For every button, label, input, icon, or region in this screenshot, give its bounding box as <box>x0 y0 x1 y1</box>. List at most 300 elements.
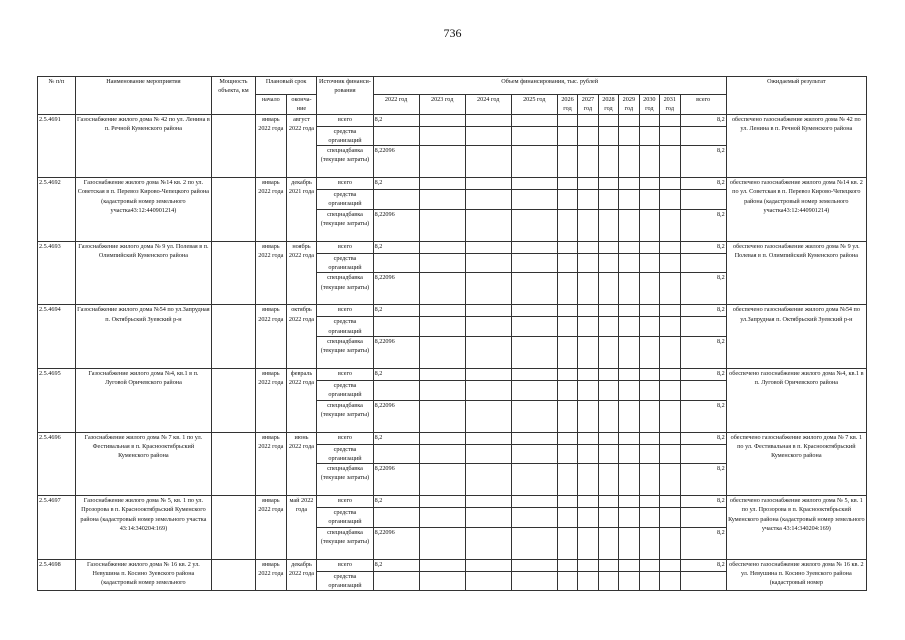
value-year <box>578 444 598 464</box>
value-year <box>660 380 680 400</box>
value-year <box>511 444 557 464</box>
value-year <box>578 114 598 126</box>
expected-result: обеспечено газоснабжение жилого дома № 9 ул. Полевая в п. Олимпийский Куменского района <box>726 241 866 305</box>
value-year <box>465 253 511 273</box>
header-term: Плановый срок <box>255 77 316 95</box>
header-name: Наименование мероприятия <box>75 77 211 115</box>
value-year <box>419 336 465 368</box>
value-year <box>639 241 659 253</box>
value-total: 8,2 <box>680 114 726 126</box>
value-total: 8,2 <box>680 464 726 496</box>
value-year <box>598 559 618 571</box>
value-year <box>419 209 465 241</box>
value-2022 <box>373 380 419 400</box>
term-end: декабрь 2022 года <box>286 559 317 591</box>
value-year <box>619 444 639 464</box>
value-year <box>578 146 598 178</box>
header-year: 2027 год <box>578 95 598 115</box>
value-2022: 8,22096 <box>373 273 419 305</box>
header-year: 2029 год <box>619 95 639 115</box>
value-year <box>557 559 577 571</box>
value-year <box>419 444 465 464</box>
capacity-cell <box>211 559 255 591</box>
value-total: 8,2 <box>680 209 726 241</box>
value-year <box>639 146 659 178</box>
value-year <box>619 527 639 559</box>
value-year <box>419 126 465 146</box>
term-start: январь 2022 года <box>255 496 286 560</box>
value-year <box>511 496 557 508</box>
value-year <box>419 380 465 400</box>
value-year <box>598 305 618 317</box>
value-year <box>598 368 618 380</box>
value-year <box>660 146 680 178</box>
value-year <box>660 559 680 571</box>
funding-source: всего <box>317 178 373 190</box>
value-year <box>511 273 557 305</box>
row-number: 2.5.4697 <box>38 496 76 560</box>
value-2022 <box>373 317 419 337</box>
value-year <box>465 380 511 400</box>
value-year <box>465 336 511 368</box>
value-year <box>419 178 465 190</box>
value-2022: 8,2 <box>373 178 419 190</box>
value-year <box>511 368 557 380</box>
value-year <box>598 508 618 528</box>
header-year: 2031 год <box>660 95 680 115</box>
value-year <box>578 209 598 241</box>
value-year <box>419 559 465 571</box>
value-total: 8,2 <box>680 432 726 444</box>
term-end: октябрь 2022 года <box>286 305 317 369</box>
value-year <box>419 432 465 444</box>
value-year <box>660 273 680 305</box>
value-year <box>465 559 511 571</box>
funding-source: всего <box>317 432 373 444</box>
table-header <box>38 77 867 115</box>
value-year <box>639 273 659 305</box>
expected-result: обеспечено газоснабжение жилого дома №54 по ул.Запрудная п. Октябрьский Зуевский р-н <box>726 305 866 369</box>
value-total <box>680 126 726 146</box>
row-number: 2.5.4691 <box>38 114 76 178</box>
value-2022 <box>373 571 419 591</box>
value-year <box>557 336 577 368</box>
value-total: 8,2 <box>680 336 726 368</box>
value-2022: 8,2 <box>373 241 419 253</box>
value-year <box>511 571 557 591</box>
value-year <box>619 126 639 146</box>
capacity-cell <box>211 496 255 560</box>
value-year <box>660 178 680 190</box>
value-year <box>557 114 577 126</box>
funding-source: спецнадбавка (текущие затраты) <box>317 273 373 305</box>
value-2022: 8,2 <box>373 305 419 317</box>
value-year <box>465 527 511 559</box>
expected-result: обеспечено газоснабжение жилого дома № 7 кв. 1 по ул. Фестивальная в п. Краснооктябрьский Куменского района <box>726 432 866 496</box>
value-year <box>639 114 659 126</box>
funding-source: средства организаций <box>317 508 373 528</box>
value-year <box>511 400 557 432</box>
value-total <box>680 253 726 273</box>
value-year <box>619 190 639 210</box>
table-row <box>38 559 867 571</box>
value-year <box>660 508 680 528</box>
table-row <box>38 241 867 253</box>
funding-source: всего <box>317 305 373 317</box>
capacity-cell <box>211 114 255 178</box>
value-2022 <box>373 190 419 210</box>
activity-name: Газоснабжение жилого дома №54 по ул.Запрудная п. Октябрьский Зуевский р-н <box>75 305 211 369</box>
header-year: 2023 год <box>419 95 465 115</box>
value-year <box>598 400 618 432</box>
value-year <box>619 432 639 444</box>
value-year <box>619 400 639 432</box>
header-year: 2024 год <box>465 95 511 115</box>
funding-source: средства организаций <box>317 126 373 146</box>
value-year <box>465 114 511 126</box>
capacity-cell <box>211 305 255 369</box>
value-year <box>619 559 639 571</box>
value-year <box>465 432 511 444</box>
expected-result: обеспечено газоснабжение жилого дома №4, кв.1 в п. Луговой Оричевского района <box>726 368 866 432</box>
value-year <box>578 496 598 508</box>
funding-source: всего <box>317 559 373 571</box>
value-year <box>419 146 465 178</box>
value-year <box>578 241 598 253</box>
value-year <box>511 317 557 337</box>
value-year <box>639 178 659 190</box>
row-number: 2.5.4693 <box>38 241 76 305</box>
value-year <box>578 527 598 559</box>
value-year <box>419 571 465 591</box>
value-year <box>465 273 511 305</box>
header-term-start: начало <box>255 95 286 115</box>
value-total: 8,2 <box>680 496 726 508</box>
value-total: 8,2 <box>680 400 726 432</box>
header-year: 2022 год <box>373 95 419 115</box>
value-year <box>598 178 618 190</box>
value-year <box>619 336 639 368</box>
value-year <box>619 368 639 380</box>
value-year <box>465 146 511 178</box>
value-2022 <box>373 444 419 464</box>
table-row <box>38 432 867 444</box>
term-start: январь 2022 года <box>255 114 286 178</box>
table-row <box>38 114 867 126</box>
header-source: Источник финанси-рования <box>317 77 373 115</box>
value-year <box>578 571 598 591</box>
value-year <box>639 336 659 368</box>
value-year <box>465 508 511 528</box>
funding-source: спецнадбавка (текущие затраты) <box>317 464 373 496</box>
row-number: 2.5.4698 <box>38 559 76 591</box>
funding-source: всего <box>317 496 373 508</box>
activity-name: Газоснабжение жилого дома №4, кв.1 в п. Луговой Оричевского района <box>75 368 211 432</box>
value-year <box>619 571 639 591</box>
value-year <box>598 496 618 508</box>
value-year <box>511 508 557 528</box>
expected-result: обеспечено газоснабжение жилого дома № 16 кв. 2 ул. Невушина п. Косино Зуевского района (кадастровый номер <box>726 559 866 591</box>
value-year <box>660 114 680 126</box>
value-year <box>578 464 598 496</box>
value-year <box>578 508 598 528</box>
value-year <box>598 317 618 337</box>
term-start: январь 2022 года <box>255 559 286 591</box>
value-year <box>511 432 557 444</box>
value-year <box>619 146 639 178</box>
funding-source: средства организаций <box>317 380 373 400</box>
value-year <box>557 209 577 241</box>
value-year <box>660 464 680 496</box>
value-2022: 8,2 <box>373 496 419 508</box>
term-start: январь 2022 года <box>255 305 286 369</box>
value-total <box>680 444 726 464</box>
financing-table <box>37 76 867 591</box>
value-year <box>557 400 577 432</box>
value-year <box>639 190 659 210</box>
value-year <box>465 190 511 210</box>
value-year <box>511 209 557 241</box>
value-total: 8,2 <box>680 178 726 190</box>
value-year <box>557 305 577 317</box>
value-year <box>598 444 618 464</box>
value-year <box>557 571 577 591</box>
value-year <box>511 178 557 190</box>
table-row <box>38 496 867 508</box>
row-number: 2.5.4694 <box>38 305 76 369</box>
value-year <box>639 380 659 400</box>
value-2022: 8,2 <box>373 559 419 571</box>
value-year <box>511 190 557 210</box>
value-year <box>557 317 577 337</box>
funding-source: средства организаций <box>317 190 373 210</box>
value-year <box>511 253 557 273</box>
value-2022: 8,22096 <box>373 400 419 432</box>
value-year <box>639 400 659 432</box>
value-year <box>660 241 680 253</box>
value-year <box>619 380 639 400</box>
value-year <box>557 146 577 178</box>
funding-source: спецнадбавка (текущие затраты) <box>317 146 373 178</box>
header-volume: Объем финансирования, тыс. рублей <box>373 77 726 95</box>
value-year <box>511 114 557 126</box>
value-year <box>639 559 659 571</box>
value-year <box>419 114 465 126</box>
value-year <box>511 380 557 400</box>
activity-name: Газоснабжение жилого дома № 9 ул. Полевая в п. Олимпийский Куменского района <box>75 241 211 305</box>
value-year <box>619 273 639 305</box>
value-year <box>619 508 639 528</box>
value-year <box>465 496 511 508</box>
value-year <box>419 527 465 559</box>
value-total <box>680 190 726 210</box>
value-2022: 8,22096 <box>373 527 419 559</box>
value-year <box>639 571 659 591</box>
value-year <box>660 571 680 591</box>
value-year <box>419 317 465 337</box>
value-year <box>465 571 511 591</box>
value-year <box>619 114 639 126</box>
capacity-cell <box>211 178 255 242</box>
value-year <box>660 317 680 337</box>
term-start: январь 2022 года <box>255 368 286 432</box>
value-year <box>557 368 577 380</box>
value-year <box>660 496 680 508</box>
value-year <box>419 368 465 380</box>
value-year <box>639 432 659 444</box>
value-total: 8,2 <box>680 559 726 571</box>
value-year <box>639 305 659 317</box>
value-year <box>660 336 680 368</box>
value-total: 8,2 <box>680 273 726 305</box>
value-year <box>465 241 511 253</box>
activity-name: Газоснабжение жилого дома №14 кв. 2 по ул. Советская в п. Перевоз Кирово-Чепецкого района (кадастровый номер земельного участка43:12:440901214) <box>75 178 211 242</box>
funding-source: спецнадбавка (текущие затраты) <box>317 209 373 241</box>
header-year: 2026 год <box>557 95 577 115</box>
value-year <box>660 253 680 273</box>
funding-source: всего <box>317 368 373 380</box>
value-year <box>557 126 577 146</box>
value-total <box>680 380 726 400</box>
value-year <box>557 464 577 496</box>
value-year <box>557 527 577 559</box>
value-2022: 8,22096 <box>373 146 419 178</box>
header-year: 2028 год <box>598 95 618 115</box>
value-year <box>465 126 511 146</box>
value-year <box>419 400 465 432</box>
value-year <box>465 400 511 432</box>
header-num: № п/п <box>38 77 76 115</box>
value-year <box>465 444 511 464</box>
expected-result: обеспечено газоснабжение жилого дома №14 кв. 2 по ул. Советская в п. Перевоз Кирово-Чепецкого района (кадастровый номер земельного участка43:12:440901214) <box>726 178 866 242</box>
value-year <box>619 178 639 190</box>
value-year <box>619 241 639 253</box>
value-year <box>557 496 577 508</box>
value-year <box>511 126 557 146</box>
value-year <box>511 527 557 559</box>
value-year <box>557 380 577 400</box>
term-end: август 2022 года <box>286 114 317 178</box>
header-term-end: оконча-ние <box>286 95 317 115</box>
value-year <box>557 444 577 464</box>
value-year <box>598 126 618 146</box>
funding-source: всего <box>317 114 373 126</box>
value-year <box>598 380 618 400</box>
value-year <box>557 190 577 210</box>
value-2022 <box>373 253 419 273</box>
value-year <box>511 146 557 178</box>
value-year <box>419 253 465 273</box>
value-year <box>639 209 659 241</box>
activity-name: Газоснабжение жилого дома № 42 по ул. Ленина в п. Речной Куменского района <box>75 114 211 178</box>
value-year <box>419 273 465 305</box>
value-year <box>465 368 511 380</box>
value-year <box>619 253 639 273</box>
value-year <box>639 317 659 337</box>
value-year <box>578 253 598 273</box>
value-year <box>660 126 680 146</box>
value-year <box>619 305 639 317</box>
activity-name: Газоснабжение жилого дома № 16 кв. 2 ул. Невушина п. Косино Зуевского района (кадастровый номер земельного <box>75 559 211 591</box>
value-year <box>419 464 465 496</box>
value-year <box>619 496 639 508</box>
table-row <box>38 178 867 190</box>
term-end: декабрь 2021 года <box>286 178 317 242</box>
value-year <box>578 368 598 380</box>
value-2022: 8,2 <box>373 114 419 126</box>
value-total: 8,2 <box>680 146 726 178</box>
value-year <box>598 253 618 273</box>
value-year <box>660 444 680 464</box>
value-year <box>598 209 618 241</box>
activity-name: Газоснабжение жилого дома № 7 кв. 1 по ул. Фестивальная в п. Краснооктябрьский Куменского района <box>75 432 211 496</box>
value-year <box>419 190 465 210</box>
term-end: июнь 2022 года <box>286 432 317 496</box>
activity-name: Газоснабжение жилого дома № 5, кв. 1 по ул. Прозорова в п. Краснооктябрьский Куменского района (кадастровый номер земельного участка 43:14:340204:169) <box>75 496 211 560</box>
value-year <box>598 336 618 368</box>
expected-result: обеспечено газоснабжение жилого дома № 5, кв. 1 по ул. Прозорова в п. Краснооктябрьский Куменского района (кадастровый номер земельного участка 43:14:340204:169) <box>726 496 866 560</box>
value-total: 8,2 <box>680 241 726 253</box>
value-year <box>598 241 618 253</box>
funding-source: всего <box>317 241 373 253</box>
funding-source: спецнадбавка (текущие затраты) <box>317 527 373 559</box>
value-year <box>598 464 618 496</box>
value-year <box>639 496 659 508</box>
header-year: 2030 год <box>639 95 659 115</box>
value-year <box>578 380 598 400</box>
value-year <box>557 178 577 190</box>
funding-source: средства организаций <box>317 253 373 273</box>
capacity-cell <box>211 241 255 305</box>
row-number: 2.5.4692 <box>38 178 76 242</box>
value-2022: 8,2 <box>373 368 419 380</box>
value-total <box>680 571 726 591</box>
header-capacity: Мощность объекта, км <box>211 77 255 115</box>
value-year <box>578 178 598 190</box>
value-year <box>578 400 598 432</box>
value-year <box>511 336 557 368</box>
value-year <box>578 432 598 444</box>
funding-source: средства организаций <box>317 571 373 591</box>
table-row <box>38 368 867 380</box>
value-year <box>598 527 618 559</box>
page-number: 736 <box>443 26 462 40</box>
value-year <box>598 432 618 444</box>
value-year <box>557 253 577 273</box>
value-year <box>511 559 557 571</box>
value-year <box>598 114 618 126</box>
term-end: май 2022 года <box>286 496 317 560</box>
value-total: 8,2 <box>680 368 726 380</box>
value-year <box>578 273 598 305</box>
term-start: январь 2022 года <box>255 178 286 242</box>
value-year <box>639 126 659 146</box>
value-year <box>465 178 511 190</box>
funding-source: средства организаций <box>317 317 373 337</box>
value-year <box>578 305 598 317</box>
value-year <box>639 444 659 464</box>
value-year <box>578 126 598 146</box>
value-year <box>557 241 577 253</box>
value-2022: 8,22096 <box>373 464 419 496</box>
value-year <box>557 432 577 444</box>
term-start: январь 2022 года <box>255 432 286 496</box>
value-year <box>639 368 659 380</box>
row-number: 2.5.4695 <box>38 368 76 432</box>
header-result: Ожидаемый результат <box>726 77 866 115</box>
expected-result: обеспечено газоснабжение жилого дома № 42 по ул. Ленина в п. Речной Куменского района <box>726 114 866 178</box>
value-year <box>511 305 557 317</box>
